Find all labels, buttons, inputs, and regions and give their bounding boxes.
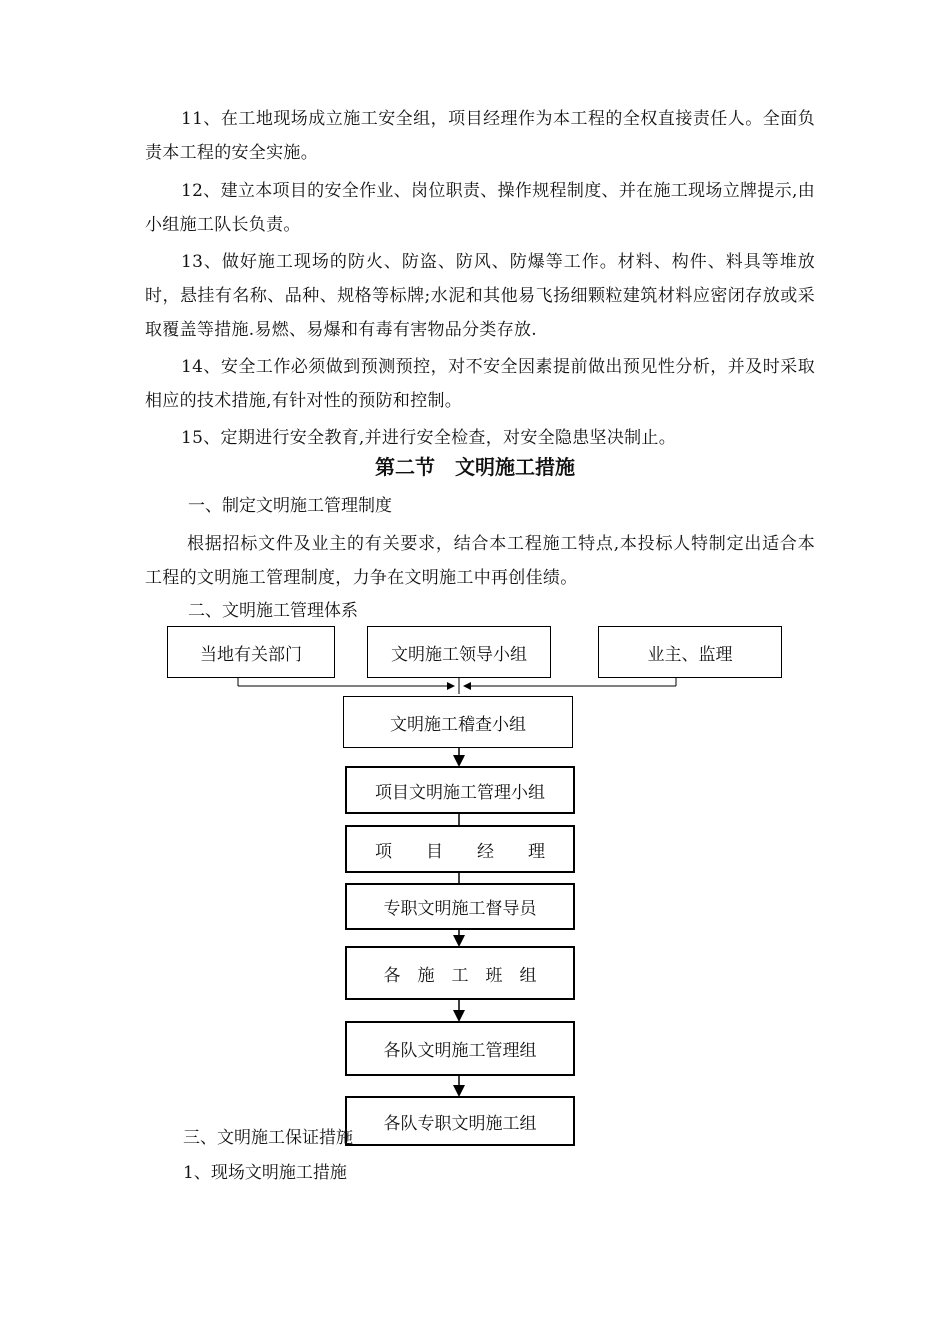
box-work-teams: 各 施 工 班 组	[345, 946, 575, 1000]
box-local-departments: 当地有关部门	[167, 626, 335, 678]
box-project-manager: 项 目 经 理	[345, 825, 575, 873]
box-team-dedicated: 各队专职文明施工组	[345, 1096, 575, 1146]
paragraph-12: 12、建立本项目的安全作业、岗位职责、操作规程制度、并在施工现场立牌提示,由小组施工队长负责。	[145, 181, 815, 235]
subheading-4: 1、现场文明施工措施	[183, 1163, 347, 1183]
paragraph-11: 11、在工地现场成立施工安全组，项目经理作为本工程的全权直接责任人。全面负责本工程的安全实施。	[145, 109, 815, 163]
paragraph-14: 14、安全工作必须做到预测预控，对不安全因素提前做出预见性分析，并及时采取相应的技术措施,有针对性的预防和控制。	[145, 357, 815, 411]
box-supervisor: 专职文明施工督导员	[345, 883, 575, 930]
box-team-management: 各队文明施工管理组	[345, 1021, 575, 1076]
paragraph-15: 15、定期进行安全教育,并进行安全检查，对安全隐患坚决制止。	[181, 428, 677, 448]
subheading-3: 三、文明施工保证措施	[183, 1128, 353, 1148]
subheading-1: 一、制定文明施工管理制度	[188, 496, 392, 516]
body-paragraph-1: 根据招标文件及业主的有关要求，结合本工程施工特点,本投标人特制定出适合本工程的文明施工管理制度，力争在文明施工中再创佳绩。	[145, 534, 815, 588]
box-project-management-group: 项目文明施工管理小组	[345, 766, 575, 814]
box-inspection-group: 文明施工稽查小组	[343, 696, 573, 748]
subheading-2: 二、文明施工管理体系	[188, 601, 358, 621]
section-title: 第二节 文明施工措施	[375, 455, 575, 479]
paragraph-13: 13、做好施工现场的防火、防盗、防风、防爆等工作。材料、构件、料具等堆放时，悬挂有名称、品种、规格等标牌;水泥和其他易飞扬细颗粒建筑材料应密闭存放或采取覆盖等措施.易燃、易爆和有毒有害物品分类存放.	[145, 252, 815, 340]
box-owner-supervisor: 业主、监理	[598, 626, 782, 678]
box-leadership-group: 文明施工领导小组	[367, 626, 551, 678]
